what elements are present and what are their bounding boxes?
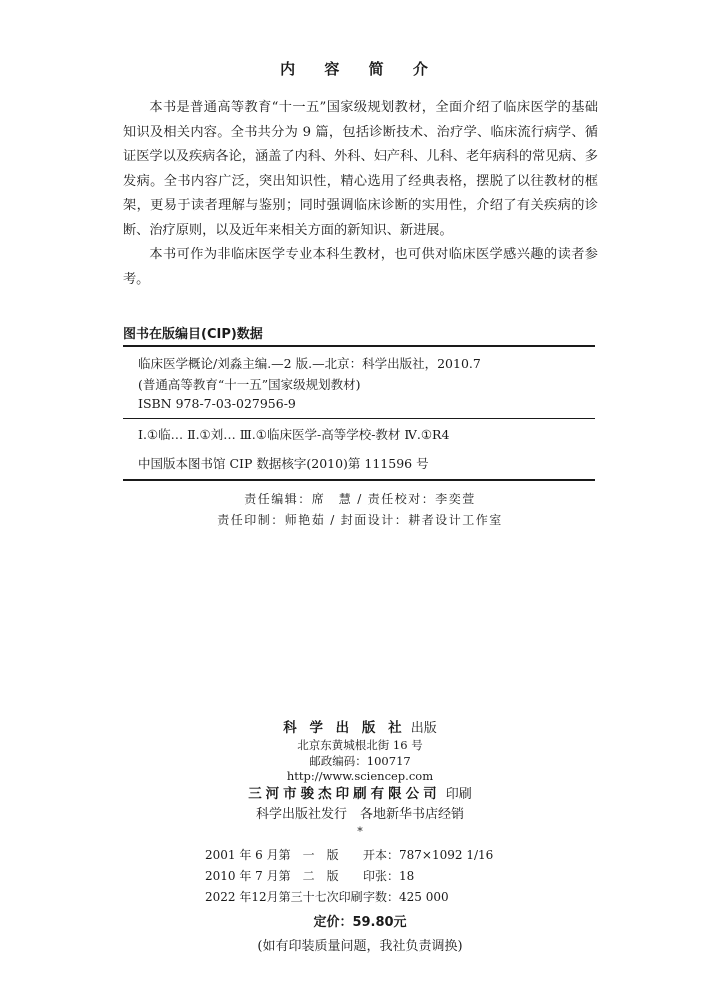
separator-star: * (357, 825, 363, 838)
credit-separator: / (357, 492, 363, 506)
printing-credit: 责任印制：师艳茹 (217, 513, 326, 527)
edition-spec: 字数：425 000 (363, 890, 449, 904)
cover-credit: 封面设计：耕者设计工作室 (340, 513, 503, 527)
credits-line-2 (0, 511, 720, 528)
cip-title-line: 临床医学概论/刘淼主编.—2 版.—北京：科学出版社，2010.7 (138, 356, 481, 371)
edition-date: 2022 年12月第三十七次印刷 (205, 890, 363, 904)
edition-row (205, 867, 414, 884)
intro-paragraph: 本书可作为非临床医学专业本科生教材，也可供对临床医学感兴趣的读者参考。 (123, 247, 598, 287)
intro-body (123, 96, 598, 292)
quality-notice: (如有印装质量问题，我社负责调换) (257, 939, 463, 954)
publisher-postcode: 邮政编码：100717 (309, 754, 411, 768)
cip-bottom-rule (123, 479, 595, 481)
cip-top-rule (123, 345, 595, 347)
cip-classification-line: Ⅰ.①临… Ⅱ.①刘… Ⅲ.①临床医学-高等学校-教材 Ⅳ.①R4 (138, 427, 450, 442)
distribution-line: 科学出版社发行 各地新华书店经销 (255, 807, 464, 822)
credits-line-1 (0, 490, 720, 507)
editor-credit: 责任编辑：席 慧 (244, 492, 353, 506)
publisher-name: 科 学 出 版 社 (283, 720, 406, 736)
publisher-address: 北京东黄城根北街 16 号 (297, 738, 423, 752)
edition-spec: 印张：18 (363, 869, 415, 883)
printer-name: 三河市骏杰印刷有限公司 (248, 786, 441, 802)
proofreader-credit: 责任校对：李奕萱 (367, 492, 476, 506)
publisher-line (0, 716, 720, 736)
cip-catalog-line: 中国版本图书馆 CIP 数据核字(2010)第 111596 号 (138, 456, 429, 471)
cip-heading: 图书在版编目(CIP)数据 (123, 327, 263, 342)
cip-series-line: (普通高等教育“十一五”国家级规划教材) (138, 377, 361, 392)
edition-row (205, 888, 449, 905)
price: 定价：59.80元 (313, 915, 407, 930)
intro-title: 内 容 简 介 (280, 60, 440, 78)
credit-separator: / (330, 513, 336, 527)
printer-line (0, 782, 720, 802)
edition-row (205, 846, 493, 863)
cip-middle-rule (123, 418, 595, 419)
publisher-website: http://www.sciencep.com (286, 769, 434, 783)
edition-date: 2010 年 7 月第 二 版 (205, 869, 339, 883)
edition-date: 2001 年 6 月第 一 版 (205, 848, 339, 862)
intro-paragraph: 本书是普通高等教育“十一五”国家级规划教材，全面介绍了临床医学的基础知识及相关内容。全书共分为 9 篇，包括诊断技术、治疗学、临床流行病学、循证医学以及疾病各论，涵盖了内科、外科、妇产科、儿科、老年病科的常见病、多发病。全书内容广泛，突出知识性，精心选用了经典表格，摆脱了以往教材的框架，更易于读者理解与鉴别；同时强调临床诊断的实用性，介绍了有关疾病的诊断、治疗原则，以及近年来相关方面的新知识、新进展。 (123, 100, 598, 238)
cip-isbn-line: ISBN 978-7-03-027956-9 (138, 396, 296, 411)
publisher-suffix: 出版 (410, 721, 437, 736)
printer-suffix: 印刷 (445, 787, 472, 802)
edition-spec: 开本：787×1092 1/16 (363, 848, 494, 862)
